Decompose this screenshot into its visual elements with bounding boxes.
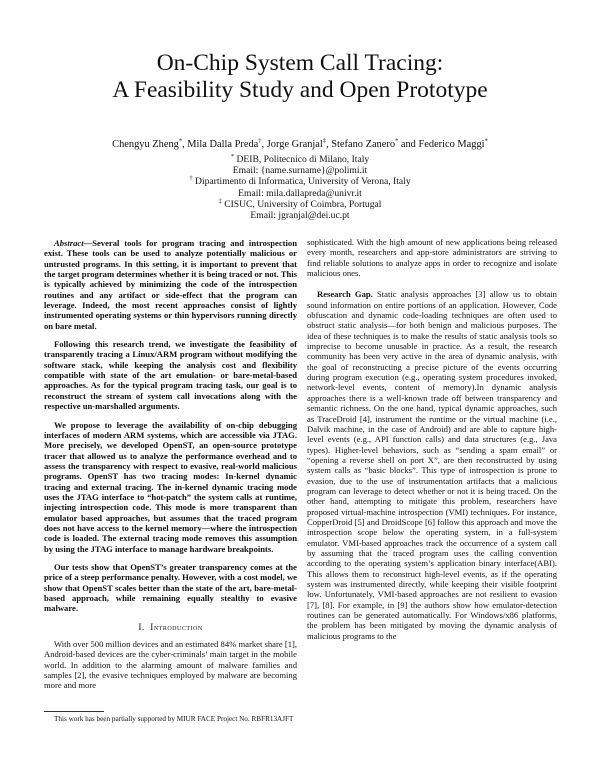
affiliation-email: Email: {name.surname}@polimi.it: [232, 165, 368, 177]
author-name: Chengyu Zheng: [112, 139, 179, 150]
affiliation-org: ‡ CISUC, University of Coimbra, Portugal: [218, 197, 382, 210]
research-gap-paragraph: Research Gap. Static analysis approaches [3] allow us to obtain sound information on entire portions of an application. However, Code obfuscation and dynamic code-loading techniques are often used to obstruct static analysis—for both benign and malicious purposes. The idea of these techniques is to make the results of static analysis tools so imprecise to become unusable in practice. As a result, the research community has been very active in the area of dynamic analysis, with the goal of reconstructing a precise picture of the events occurring during program execution (e.g., operating system procedures invoked, network-level events, content of memory).In dynamic analysis approaches there is a well-known trade off between transparency and semantic richness. On the one hand, typical dynamic approaches, such as TraceDroid [4], instrument the runtime or the virtual machine (i.e., Dalvik machine, in the case of Android) and are able to capture high-level events (e.g., API function calls) and data structures (e.g., Java types). Higher-level behaviors, such as “sending a spam email” or “opening a reverse shell on port X”, are then reconstructed by using system calls as “basic blocks”. This type of introspection is prone to evasion, due to the use of instrumentation artifacts that a malicious program can leverage to detect whether or not it is being traced. On the other hand, attempting to mitigate this problem, researchers have proposed virtual-machine introspection (VMI) techniques. For instance, CopperDroid [5] and DroidScope [6] follow this approach and move the introspection scope below the operating system, in a full-system emulator. VMI-based approaches track the occurrence of a system call by assuming that the traced program uses the calling convention according to the operating system’s application binary interface(ABI). This allows them to reconstruct high-level events, as if the operating system was instrumented directly, while keeping their visible footprint low. Unfortunately, VMI-based approaches are not resilient to evasion [7], [8]. For example, in [9] the authors show how emulator-detection routines can be generated automatically. For Windows/x86 platforms, the problem has been mitigated by moving the dynamic analysis of malicious programs to the: [307, 289, 557, 641]
intro-paragraph: With over 500 million devices and an estimated 84% market share [1], Android-based devices are the cyber-criminals’ main target in the mobile world. In addition to the alarming amount of malware families and samples [2], the evasive techniques employed by malware are becoming more and more: [44, 639, 297, 691]
affiliations: [0, 154, 600, 221]
author-name: Federico Maggi: [418, 139, 485, 150]
abstract: [44, 238, 297, 614]
research-gap-label: Research Gap.: [317, 289, 373, 300]
abstract-paragraph: Abstract—Several tools for program tracing and introspection exist. These tools can be used to analyze potentially malicious or untrusted programs. In this setting, it is important to prevent that the target program determines whether it is being traced or not. This is typically achieved by minimizing the code of the introspection routines and any artifact or side-effect that the program can leverage. Indeed, the most recent approaches consist of lightly instrumented operating systems or thin hypervisors running directly on bare metal.: [44, 238, 297, 331]
footnote: This work has been partially supported by MIUR FACE Project No. RBFR13AJFT: [54, 715, 294, 723]
affiliation-email: Email: mila.dallapreda@univr.it: [238, 187, 362, 199]
author-name: Jorge Granjal: [266, 139, 323, 150]
author-list: Chengyu Zheng*, Mila Dalla Preda†, Jorge Granjal‡, Stefano Zanero* and Federico Maggi*: [112, 137, 488, 150]
abstract-paragraph: We propose to leverage the availability of on-chip debugging interfaces of modern ARM systems, which are accessible via JTAG. More precisely, we developed OpenST, an open-source prototype tracer that allowed us to analyze the performance overhead and to assess the transparency with respect to evasive, real-world malicious programs. OpenST has two tracing modes: In-kernel dynamic tracing and external tracing. The in-kernel dynamic tracing mode uses the JTAG interface to “hot-patch” the system calls at runtime, injecting introspection code. This mode is more transparent than emulator based approaches, but assumes that the traced program does not have access to the kernel memory—where the introspection code is loaded. The external tracing mode removes this assumption by using the JTAG interface to manage hardware breakpoints.: [44, 419, 297, 554]
abstract-label: Abstract: [54, 238, 84, 248]
author-name: Mila Dalla Preda: [187, 139, 259, 150]
affiliation-org: * DEIB, Politecnico di Milano, Italy: [230, 152, 370, 165]
right-column: [307, 237, 557, 641]
section-heading: I. Introduction: [138, 621, 203, 632]
title-line-1: On-Chip System Call Tracing:: [156, 50, 444, 76]
intro-paragraph-continued: sophisticated. With the high amount of new applications being released every month, researchers and app-store administrators are striving to find reliable solutions to analyze apps in order to recognize and isolate malicious ones.: [307, 237, 557, 279]
left-column: [44, 238, 297, 691]
introduction-text: [44, 639, 297, 691]
abstract-paragraph: Our tests show that OpenST’s greater transparency comes at the price of a steep performance penalty. However, with a cost model, we show that OpenST scales better than the state of the art, bare-metal-based approach, while remaining equally stealthy to evasive malware.: [44, 561, 297, 614]
affiliation-org: † Dipartimento di Informatica, University of Verona, Italy: [189, 175, 411, 188]
footnote-rule: [44, 711, 104, 712]
affiliation-email: Email: jgranjal@dei.uc.pt: [250, 210, 350, 222]
abstract-paragraph: Following this research trend, we investigate the feasibility of transparently tracing a Linux/ARM program without modifying the software stack, while keeping the analysis cost and flexibility compatible with state of the art emulation- or bare-metal-based approaches. As for the typical program tracing task, our goal is to reconstruct the stream of system call invocations along with the respective un-marshalled arguments.: [44, 339, 297, 412]
title-line-2: A Feasibility Study and Open Prototype: [112, 77, 488, 103]
paper-title: [0, 50, 600, 104]
author-name: Stefano Zanero: [331, 139, 396, 150]
